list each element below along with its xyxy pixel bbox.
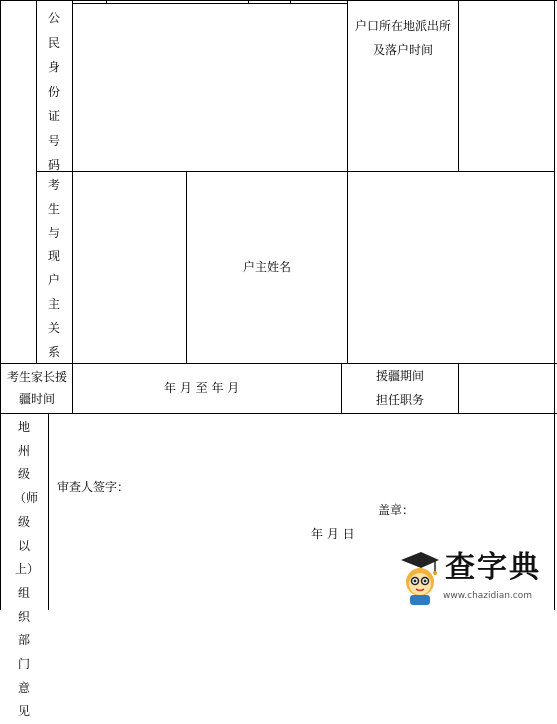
date-label: 年 月 日 bbox=[311, 527, 355, 541]
left-border bbox=[0, 0, 1, 610]
period-value: 年 月 至 年 月 bbox=[164, 381, 240, 395]
watermark-brand: 查字典 bbox=[445, 550, 541, 585]
right-border bbox=[554, 0, 555, 610]
position-col-divider bbox=[458, 363, 459, 413]
opinion-col-divider bbox=[48, 413, 49, 610]
org-opinion-label: 地州级（师级以上）组织部门意见 bbox=[14, 420, 39, 719]
top-border bbox=[0, 0, 557, 1]
householder-name-label: 户主姓名 bbox=[242, 260, 291, 274]
label-col-divider bbox=[72, 0, 73, 413]
row-divider-3 bbox=[0, 413, 557, 414]
mid-col-divider bbox=[347, 0, 348, 363]
reviewer-signature: 审查人签字： bbox=[57, 480, 130, 494]
watermark-url: www.chazidian.com bbox=[443, 591, 533, 601]
mascot-icon bbox=[395, 548, 443, 608]
inner-left-col bbox=[36, 0, 37, 363]
position-label-line2: 担任职务 bbox=[375, 393, 424, 407]
id-number-label: 公民身份证号码 bbox=[47, 11, 60, 172]
hukou-label: 户口所在地派出所及落户时间 bbox=[354, 19, 451, 57]
position-label-line1: 援疆期间 bbox=[375, 369, 424, 383]
right-col-divider-top bbox=[458, 0, 459, 171]
row-divider-2 bbox=[0, 363, 557, 364]
relation-label: 考生与现户主关系 bbox=[47, 178, 60, 359]
row-divider-1 bbox=[36, 171, 555, 172]
watermark-logo bbox=[395, 548, 557, 610]
top-fragment-line bbox=[72, 3, 347, 4]
seal-label: 盖章： bbox=[378, 503, 415, 517]
parent-period-label: 考生家长援疆时间 bbox=[6, 370, 67, 406]
